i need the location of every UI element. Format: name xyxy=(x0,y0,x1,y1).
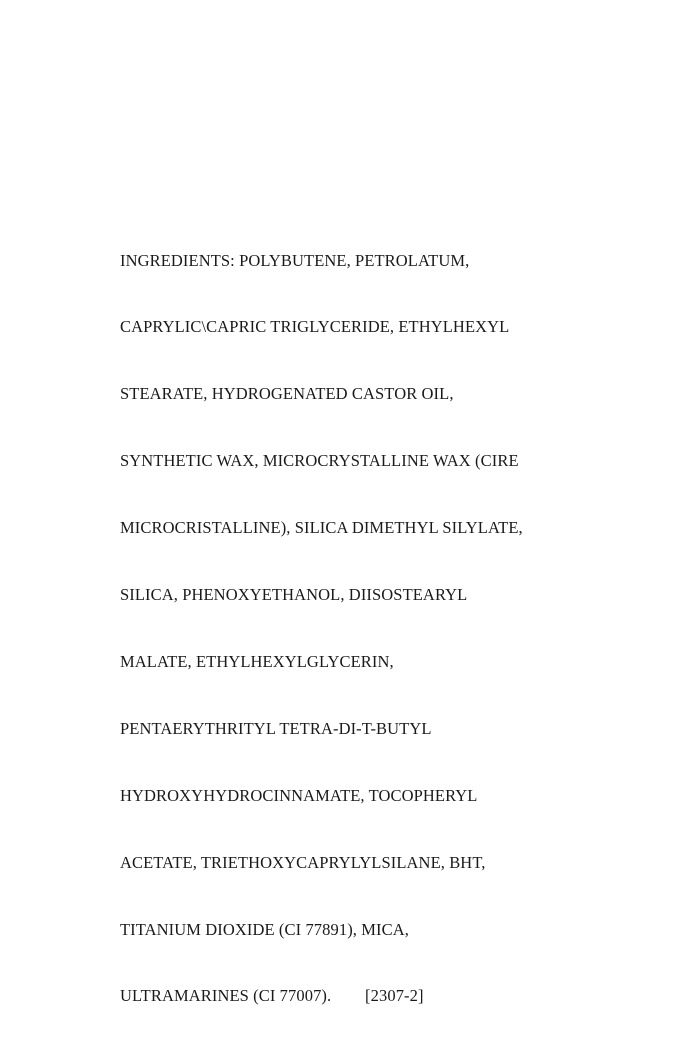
ingredients-line: MALATE, ETHYLHEXYLGLYCERIN, xyxy=(120,651,394,671)
ingredients-line: PENTAERYTHRITYL TETRA-DI-T-BUTYL xyxy=(120,718,432,738)
ingredients-line: ACETATE, TRIETHOXYCAPRYLYLSILANE, BHT, xyxy=(120,852,486,872)
ingredients-line: TITANIUM DIOXIDE (CI 77891), MICA, xyxy=(120,919,409,939)
ingredients-line-batch-code: ULTRAMARINES (CI 77007). [2307-2] xyxy=(120,986,424,1006)
ingredients-line: MICROCRISTALLINE), SILICA DIMETHYL SILYLATE, xyxy=(120,518,523,538)
ingredients-text-block xyxy=(120,205,580,1052)
ingredients-line: HYDROXYHYDROCINNAMATE, TOCOPHERYL xyxy=(120,785,478,805)
ingredients-line: SYNTHETIC WAX, MICROCRYSTALLINE WAX (CIRE xyxy=(120,451,519,471)
ingredients-line: STEARATE, HYDROGENATED CASTOR OIL, xyxy=(120,384,454,404)
ingredients-line: INGREDIENTS: POLYBUTENE, PETROLATUM, xyxy=(120,250,470,270)
ingredients-line: SILICA, PHENOXYETHANOL, DIISOSTEARYL xyxy=(120,585,468,605)
ingredients-line: CAPRYLIC\CAPRIC TRIGLYCERIDE, ETHYLHEXYL xyxy=(120,317,510,337)
